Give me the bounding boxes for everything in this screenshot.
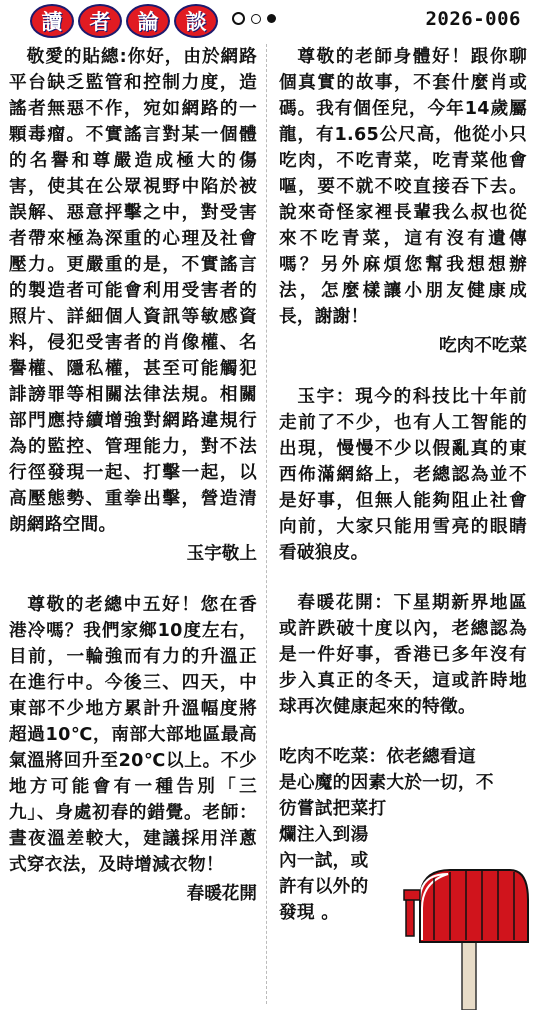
letter-signature: 玉宇敬上 — [186, 544, 257, 564]
left-column — [9, 44, 257, 932]
reply-line: 許有以外的 — [279, 877, 369, 897]
issue-number: 2026-006 — [425, 8, 521, 30]
circle-outline-icon — [232, 12, 245, 25]
reply-block — [279, 590, 527, 720]
reply-line: 發現 。 — [279, 903, 340, 923]
reply-line: 內一試，或 — [279, 851, 369, 871]
letter-block — [9, 592, 257, 908]
reply-block — [279, 384, 527, 566]
letter-body: 尊敬的老師身體好！跟你聊個真實的故事，不套什麼肖或碼。我有個侄兒，今年14歲屬龍，有1.65公尺高，他從小只吃肉，不吃青菜，吃青菜他會嘔，要不就不咬直接吞下去。說來奇怪家裡長輩我么叔也從來不吃青菜，這有沒有遺傳嗎？另外麻煩您幫我想想辦法，怎麼樣讓小朋友健康成長，謝謝！ — [279, 47, 527, 327]
circle-filled-icon — [267, 14, 276, 23]
title-char: 論 — [126, 4, 170, 38]
reply-line: 是心魔的因素大於一切，不 — [279, 773, 494, 793]
letter-signature: 春暖花開 — [186, 884, 257, 904]
letter-body: 尊敬的老總中五好！您在香港冷嗎？我們家鄉10度左右，目前，一輪強而有力的升溫正在進行中。今後三、四天，中東部不少地方累計升溫幅度將超過10℃，南部大部地區最高氣溫將回升至20℃以上。不少地方可能會有一種告別「三九」、身處初春的錯覺。老師：晝夜溫差較大，建議採用洋蔥式穿衣法，及時增減衣物！ — [9, 595, 257, 875]
circle-outline-small-icon — [251, 14, 261, 24]
right-column — [279, 44, 527, 950]
letter-block — [9, 44, 257, 568]
letter-block — [279, 44, 527, 360]
title-char: 談 — [174, 4, 218, 38]
mailbox-icon — [400, 860, 532, 1010]
letter-signature: 吃肉不吃菜 — [439, 336, 527, 356]
title-char: 者 — [78, 4, 122, 38]
reply-line: 爛注入到湯 — [279, 825, 369, 845]
letter-body: 敬愛的貼總:你好，由於網路平台缺乏監管和控制力度，造謠者無惡不作，宛如網路的一顆毒瘤。不實謠言對某一個體的名譽和尊嚴造成極大的傷害，使其在公眾視野中陷於被誤解、惡意抨擊之中，對受害者帶來極為深重的心理及社會壓力。更嚴重的是，不實謠言的製造者可能會利用受害者的照片、詳細個人資訊等敏感資料，侵犯受害者的肖像權、名譽權、隱私權，甚至可能觸犯誹謗罪等相關法律法規。相關部門應持續增強對網路違規行為的監控、管理能力，對不法行徑發現一起、打擊一起，以高壓態勢、重拳出擊，營造清朗網路空間。 — [9, 47, 257, 535]
reply-line: 彷嘗試把菜打 — [279, 799, 387, 819]
section-title — [30, 4, 218, 38]
reply-line: 吃肉不吃菜：依老總看這 — [279, 747, 476, 767]
title-char: 讀 — [30, 4, 74, 38]
page-header — [0, 0, 545, 40]
column-divider — [266, 44, 267, 1004]
decorative-dots — [232, 12, 276, 25]
reply-body: 玉宇：現今的科技比十年前走前了不少，也有人工智能的出現，慢慢不少以假亂真的東西佈滿網絡上，老總認為並不是好事，但無人能夠阻止社會向前，大家只能用雪亮的眼睛看破狼皮。 — [279, 387, 527, 563]
reply-body: 春暖花開：下星期新界地區或許跌破十度以內，老總認為是一件好事，香港已多年沒有步入真正的冬天，這或許時地球再次健康起來的特徵。 — [279, 593, 527, 717]
